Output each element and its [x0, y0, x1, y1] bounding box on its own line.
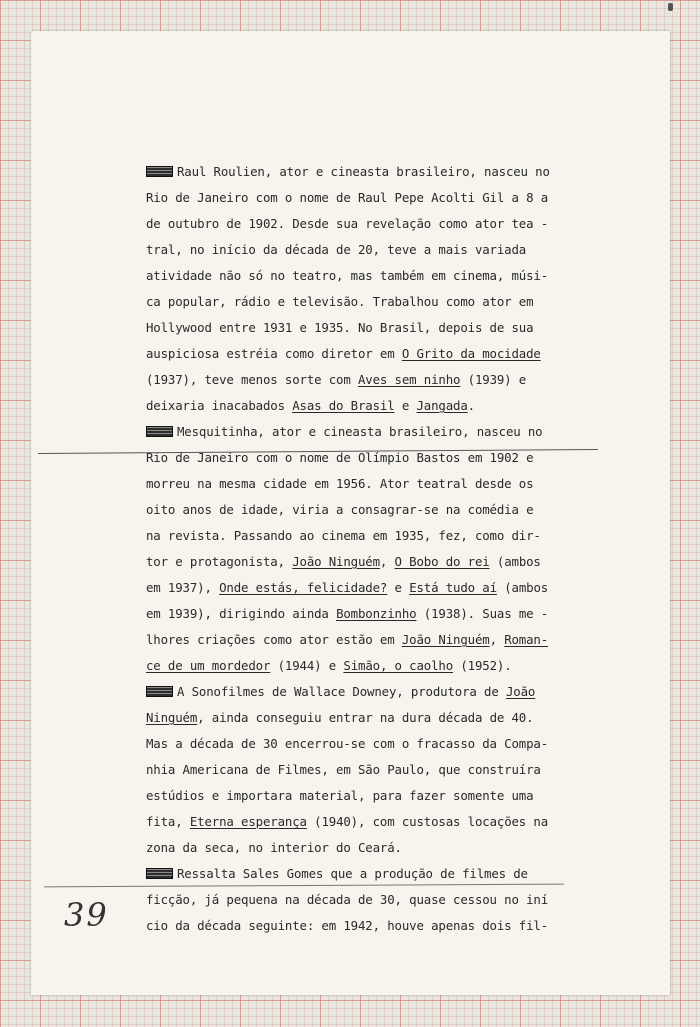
film-title: Bombonzinho — [336, 606, 417, 621]
text-line — [146, 809, 626, 835]
text-segment: zona da seca, no interior do Ceará. — [146, 840, 402, 855]
text-segment: tral, no início da década de 20, teve a mais variada — [146, 242, 527, 257]
text-line — [146, 471, 626, 497]
text-line — [146, 367, 626, 393]
film-title: João — [505, 684, 536, 699]
film-title: Ninguém — [146, 710, 198, 725]
text-segment: (1940), com custosas locações na — [306, 814, 549, 829]
text-line — [146, 575, 626, 601]
text-segment: Rio de Janeiro com o nome de Olímpio Bastos em 1902 e — [146, 450, 534, 465]
film-title: João Ninguém — [292, 554, 380, 569]
paragraph — [146, 159, 626, 419]
text-segment: tor e protagonista, — [146, 554, 293, 569]
paragraph — [146, 861, 626, 939]
text-line — [146, 523, 626, 549]
text-line — [146, 601, 626, 627]
film-title: Roman- — [504, 632, 549, 647]
paragraph-mark-icon — [146, 426, 173, 437]
text-segment: Hollywood entre 1931 e 1935. No Brasil, depois de sua — [146, 320, 534, 335]
text-segment: (1938). Suas me - — [416, 606, 549, 621]
text-line — [146, 627, 626, 653]
text-segment: (ambos — [496, 580, 549, 595]
text-line — [146, 315, 626, 341]
paragraph-mark-icon — [146, 686, 173, 697]
text-segment: Mas a década de 30 encerrou-se com o fracasso da Compa- — [146, 736, 549, 751]
text-segment: (1944) e — [270, 658, 344, 673]
paragraph — [146, 419, 626, 679]
text-line — [146, 679, 626, 705]
text-segment: fita, — [146, 814, 190, 829]
text-segment: na revista. Passando ao cinema em 1935, fez, como dir- — [146, 528, 541, 543]
text-line — [146, 835, 626, 861]
paragraph-mark-icon — [146, 868, 173, 879]
text-segment: lhores criações como ator estão em — [146, 632, 402, 647]
film-title: O Bobo do rei — [394, 554, 490, 569]
text-line — [146, 887, 626, 913]
text-line — [146, 211, 626, 237]
film-title: Simão, o caolho — [343, 658, 454, 673]
film-title: Aves sem ninho — [357, 372, 461, 387]
text-segment: (1937), teve menos sorte com — [146, 372, 358, 387]
film-title: Onde estás, felicidade? — [219, 580, 388, 595]
text-segment: em 1939), dirigindo ainda — [146, 606, 337, 621]
text-line — [146, 159, 626, 185]
text-segment: nhia Americana de Filmes, em São Paulo, que construíra — [146, 762, 541, 777]
text-segment: estúdios e importara material, para fazer somente uma — [146, 788, 534, 803]
text-line — [146, 341, 626, 367]
text-segment: , ainda conseguiu entrar na dura década de 40. — [197, 710, 534, 725]
text-segment: ca popular, rádio e televisão. Trabalhou como ator em — [146, 294, 534, 309]
text-line — [146, 263, 626, 289]
paragraph-mark-icon — [146, 166, 173, 177]
text-segment: atividade não só no teatro, mas também em cinema, músi- — [146, 268, 549, 283]
text-segment: , — [489, 632, 505, 647]
paragraph — [146, 679, 626, 861]
staple-mark — [668, 3, 673, 11]
text-segment: em 1937), — [146, 580, 220, 595]
text-segment: oito anos de idade, viria a consagrar-se na comédia e — [146, 502, 534, 517]
text-line — [146, 289, 626, 315]
text-segment: e — [394, 398, 417, 413]
text-segment: cio da década seguinte: em 1942, houve apenas dois fil- — [146, 918, 549, 933]
text-segment: (ambos — [489, 554, 541, 569]
text-segment: auspiciosa estréia como diretor em — [146, 346, 402, 361]
text-segment: e — [387, 580, 410, 595]
text-segment: Ressalta Sales Gomes que a produção de filmes de — [177, 866, 528, 881]
text-segment: de outubro de 1902. Desde sua revelação como ator tea - — [146, 216, 549, 231]
text-segment: Raul Roulien, ator e cineasta brasileiro, nasceu no — [177, 164, 550, 179]
text-segment: morreu na mesma cidade em 1956. Ator teatral desde os — [146, 476, 534, 491]
text-line — [146, 913, 626, 939]
text-line — [146, 653, 626, 679]
film-title: Jangada — [416, 398, 468, 413]
text-line — [146, 549, 626, 575]
text-segment: (1952). — [453, 658, 512, 673]
film-title: O Grito da mocidade — [401, 346, 541, 361]
film-title: Eterna esperança — [189, 814, 307, 829]
text-line — [146, 757, 626, 783]
film-title: Está tudo aí — [409, 580, 497, 595]
text-segment: Mesquitinha, ator e cineasta brasileiro, nasceu no — [177, 424, 543, 439]
text-segment: (1939) e — [460, 372, 527, 387]
typed-text-body — [146, 159, 626, 939]
text-line — [146, 393, 626, 419]
text-segment: A Sonofilmes de Wallace Downey, produtora de — [177, 684, 506, 699]
text-segment: ficção, já pequena na década de 30, quase cessou no iní — [146, 892, 549, 907]
film-title: João Ninguém — [401, 632, 490, 647]
text-segment: Rio de Janeiro com o nome de Raul Pepe Acolti Gil a 8 a — [146, 190, 549, 205]
text-line — [146, 731, 626, 757]
text-segment: deixaria inacabados — [146, 398, 293, 413]
text-line — [146, 497, 626, 523]
film-title: ce de um mordedor — [146, 658, 271, 673]
text-line — [146, 237, 626, 263]
text-line — [146, 419, 626, 445]
text-line — [146, 783, 626, 809]
film-title: Asas do Brasil — [292, 398, 395, 413]
text-line — [146, 705, 626, 731]
text-segment: , — [379, 554, 395, 569]
handwritten-page-number: 39 — [64, 896, 109, 934]
text-segment: . — [467, 398, 475, 413]
text-line — [146, 185, 626, 211]
